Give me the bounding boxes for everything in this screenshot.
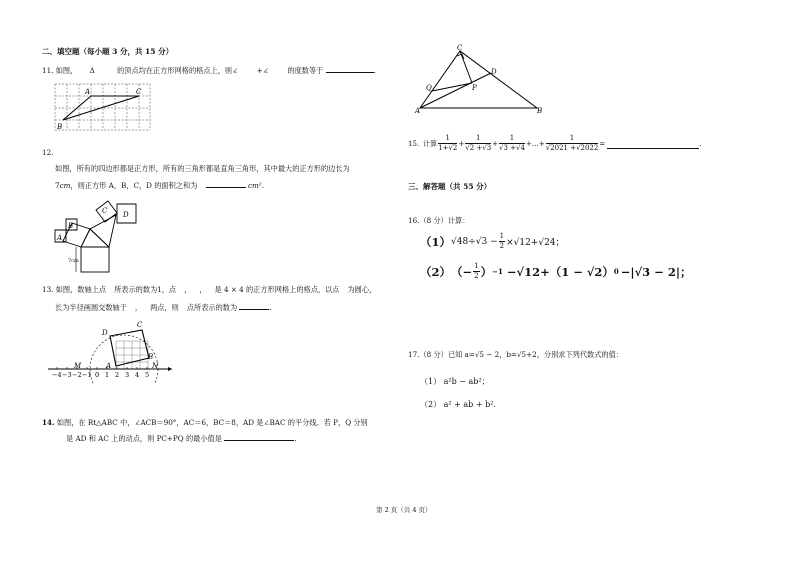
q13-label-a: A [106, 362, 112, 370]
q13-tick--4: −4 [52, 371, 62, 379]
q11-label-b: B [57, 123, 63, 131]
q13-tick-0: 0 [95, 371, 100, 379]
q13-tick-3: 3 [125, 371, 130, 379]
q15-term-1: $\frac{1}{1+√2}$ [438, 134, 458, 152]
q12-squares-figure [50, 196, 150, 276]
page-footer: 第 2 页（共 4 页） [376, 506, 432, 514]
q12-number: 12. [42, 148, 54, 157]
q12-label-a: A [57, 234, 63, 242]
q14-triangle-figure [410, 40, 550, 114]
q17-part1: （1） a²b − ab²； [420, 377, 490, 386]
q17-header: 17.（8 分）已知 a=√5 − 2，b=√5+2，分别求下列代数式的值： [408, 350, 623, 359]
q15-text: 计算 [423, 139, 438, 148]
q17-part2: （2） a² + ab + b². [420, 400, 496, 409]
q16-part2: （2） （− $\frac{1}{2}$ ） −1 −√12+（1 − √2） 0 −|√3 − 2|； [420, 262, 692, 280]
q13-tick-1: 1 [105, 371, 110, 379]
q13-label-n: N [152, 362, 159, 370]
q13-line2: 长为半径画圆交数轴于 ， 两点，则 点所表示的数为 . [55, 303, 272, 312]
q12-side-label: 7cm [68, 258, 79, 264]
q15-answer-blank[interactable] [607, 138, 699, 149]
q14-label-q: Q [426, 84, 432, 92]
q14-line2: 是 AD 和 AC 上的动点，则 PC+PQ 的最小值是 . [66, 434, 297, 443]
q11-text-c: +∠ [256, 66, 269, 75]
q15-number: 15. [408, 139, 420, 148]
q11-answer-blank[interactable] [326, 72, 374, 73]
section2-title: 二、填空题（每小题 3 分，共 15 分） [42, 47, 174, 56]
q12-line2: 7cm，则正方形 A，B，C，D 的面积之和为 cm². [55, 181, 264, 190]
q14-answer-blank[interactable] [224, 440, 294, 441]
q14-label-d: D [491, 68, 497, 76]
q16-part1: （1） √48÷√3 − $\frac{1}{2}$ ×√12+√24； [420, 232, 565, 250]
q13-tick--2: −2 [72, 371, 82, 379]
q11-number: 11. [42, 66, 54, 75]
q13-tick-2: 2 [115, 371, 120, 379]
q11-text-a: 如图， [55, 66, 78, 75]
q16-part2-fraction: $\frac{1}{2}$ [474, 262, 479, 280]
q12-label-d: D [123, 211, 129, 219]
q15-term-2: $\frac{1}{√2 +√3}$ [465, 134, 492, 152]
q16-header: 16.（8 分）计算： [408, 216, 470, 225]
q15-term-4: $\frac{1}{√2021 +√2022}$ [545, 134, 599, 152]
q13-tick--3: −3 [62, 371, 72, 379]
q11-text: 11. 如图， Δ 的顶点均在正方形网格的格点上，则∠ +∠ 的度数等于 . [42, 66, 376, 75]
q11-grid-figure [52, 80, 154, 134]
section3-title: 三、解答题（共 55 分） [408, 182, 492, 191]
q11-text-b: 的顶点均在正方形网格的格点上，则∠ [117, 66, 239, 75]
q14-line1: 14. 如图，在 Rt△ABC 中，∠ACB＝90°，AC＝6，BC＝8，AD 是∠BAC 的平分线．若 P，Q 分别 [42, 418, 368, 427]
q13-label-b: B [148, 353, 154, 361]
q11-label-c: C [136, 88, 142, 96]
q14-label-a: A [415, 107, 421, 114]
q13-answer-blank[interactable] [239, 309, 269, 310]
q16-part1-fraction: $\frac{1}{2}$ [499, 232, 505, 250]
q12-answer-blank[interactable] [206, 187, 246, 188]
q13-tick-5: 5 [145, 371, 150, 379]
q13-label-m: M [74, 362, 82, 370]
q11-text-d: 的度数等于 [287, 66, 324, 75]
q12-label-b: B [68, 222, 74, 230]
q12-line1: 如图，所有的四边形都是正方形，所有的三角形都是直角三角形，其中最大的正方形的边长为 [55, 164, 350, 173]
q11-label-a: A [85, 88, 91, 96]
q14-label-p: P [472, 84, 477, 92]
q15-row: 15. 计算 $\frac{1}{1+√2}$ + $\frac{1}{√2 +√3}$ + $\frac{1}{√3 +√4}$ +…+ $\frac{1}{√2021 +√2022}$ = . [408, 134, 702, 152]
q13-label-c: C [137, 321, 143, 329]
q13-line1: 13. 如图，数轴上点 所表示的数为1，点 ， ， 是 4 × 4 的正方形网格上的格点，以点 为圆心， [42, 285, 377, 294]
q14-label-b: B [537, 107, 543, 114]
q12-label-c: C [102, 207, 108, 215]
q13-label-d: D [102, 329, 108, 337]
q14-label-c: C [457, 44, 463, 52]
q13-tick--1: −1 [82, 371, 92, 379]
q15-term-3: $\frac{1}{√3 +√4}$ [499, 134, 525, 152]
q13-number-line-figure [44, 316, 184, 384]
q13-tick-4: 4 [135, 371, 140, 379]
q11-triangle-symbol: Δ [89, 66, 95, 75]
